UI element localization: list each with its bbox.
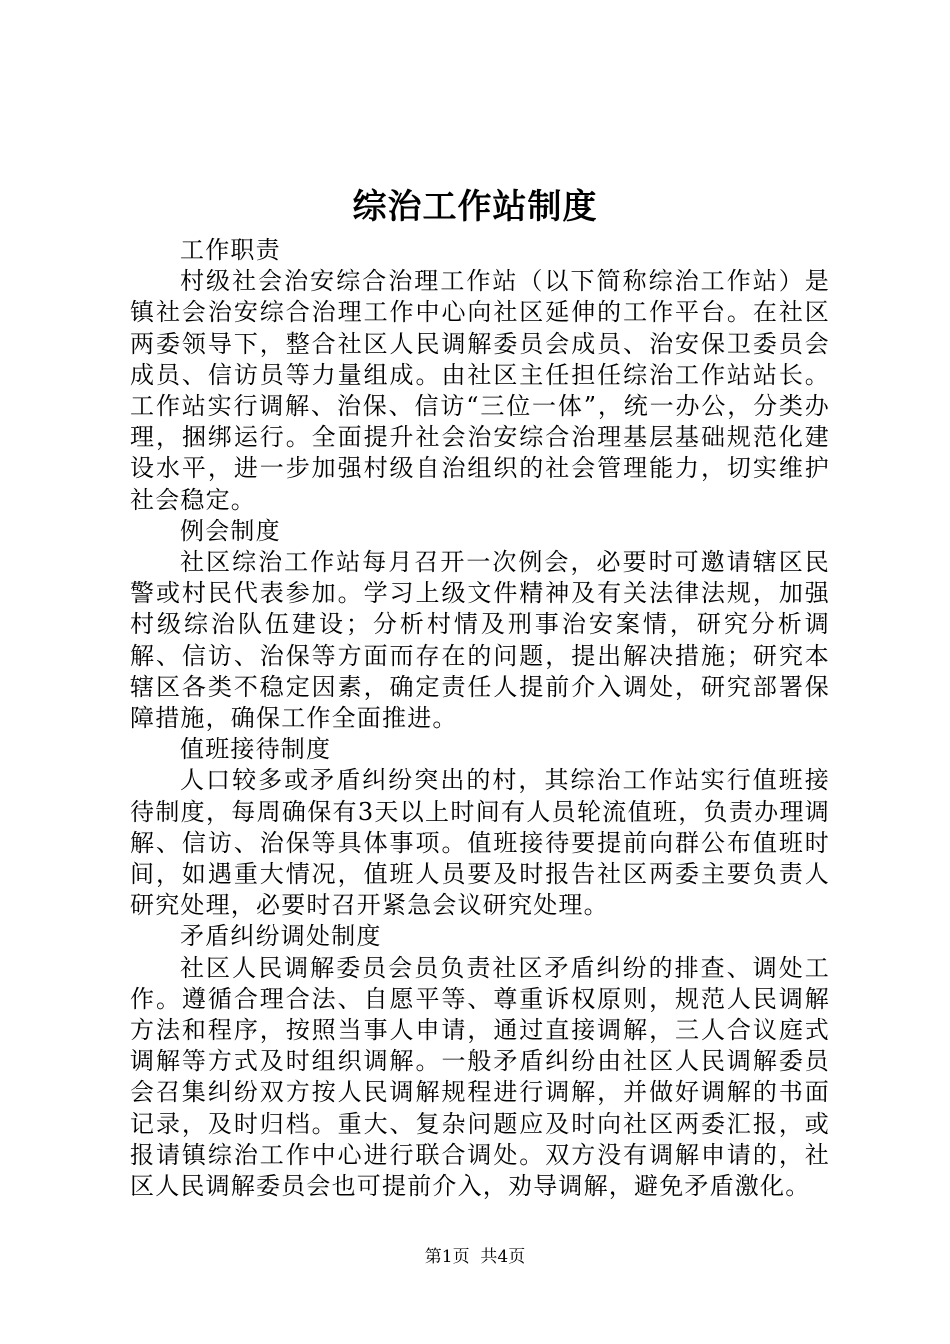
section-paragraph-meetings: 社区综治工作站每月召开一次例会，必要时可邀请辖区民警或村民代表参加。学习上级文件精神及有关法律法规，加强村级综治队伍建设；分析村情及刑事治安案情，研究分析调解、信访、治保等方面而存在的问题，提出解决措施；研究本辖区各类不稳定因素，确定责任人提前介入调处，研究部署保障措施，确保工作全面推进。 [130,548,830,733]
section-paragraph-duties: 村级社会治安综合治理工作站（以下简称综治工作站）是镇社会治安综合治理工作中心向社区延伸的工作平台。在社区两委领导下，整合社区人民调解委员会成员、治安保卫委员会成员、信访员等力量组成。由社区主任担任综治工作站站长。工作站实行调解、治保、信访“三位一体”，统一办公，分类办理，捆绑运行。全面提升社会治安综合治理基层基础规范化建设水平，进一步加强村级自治组织的社会管理能力，切实维护社会稳定。 [130,267,830,514]
section-paragraph-dispute-mediation: 社区人民调解委员会员负责社区矛盾纠纷的排查、调处工作。遵循合理合法、自愿平等、尊重诉权原则，规范人民调解方法和程序，按照当事人申请，通过直接调解，三人合议庭式调解等方式及时组织调解。一般矛盾纠纷由社区人民调解委员会召集纠纷双方按人民调解规程进行调解，并做好调解的书面记录，及时归档。重大、复杂问题应及时向社区两委汇报，或报请镇综治工作中心进行联合调处。双方没有调解申请的，社区人民调解委员会也可提前介入，劝导调解，避免矛盾激化。 [130,953,830,1201]
page-footer [0,1246,950,1268]
page-total: 共4页 [480,1247,526,1267]
document-body [130,235,830,1202]
section-heading-duties: 工作职责 [180,236,281,264]
section-heading-dispute-mediation: 矛盾纠纷调处制度 [180,922,382,951]
page-number: 第1页 [424,1247,470,1267]
section-paragraph-duty-reception: 人口较多或矛盾纠纷突出的村，其综治工作站实行值班接待制度，每周确保有3天以上时间有人员轮流值班，负责办理调解、信访、治保等具体事项。值班接待要提前向群公布值班时间，如遇重大情况，值班人员要及时报告社区两委主要负责人研究处理，必要时召开紧急会议研究处理。 [130,766,830,920]
section-heading-meetings: 例会制度 [180,516,281,545]
document-title: 综治工作站制度 [352,187,598,227]
section-heading-duty-reception: 值班接待制度 [180,735,332,764]
